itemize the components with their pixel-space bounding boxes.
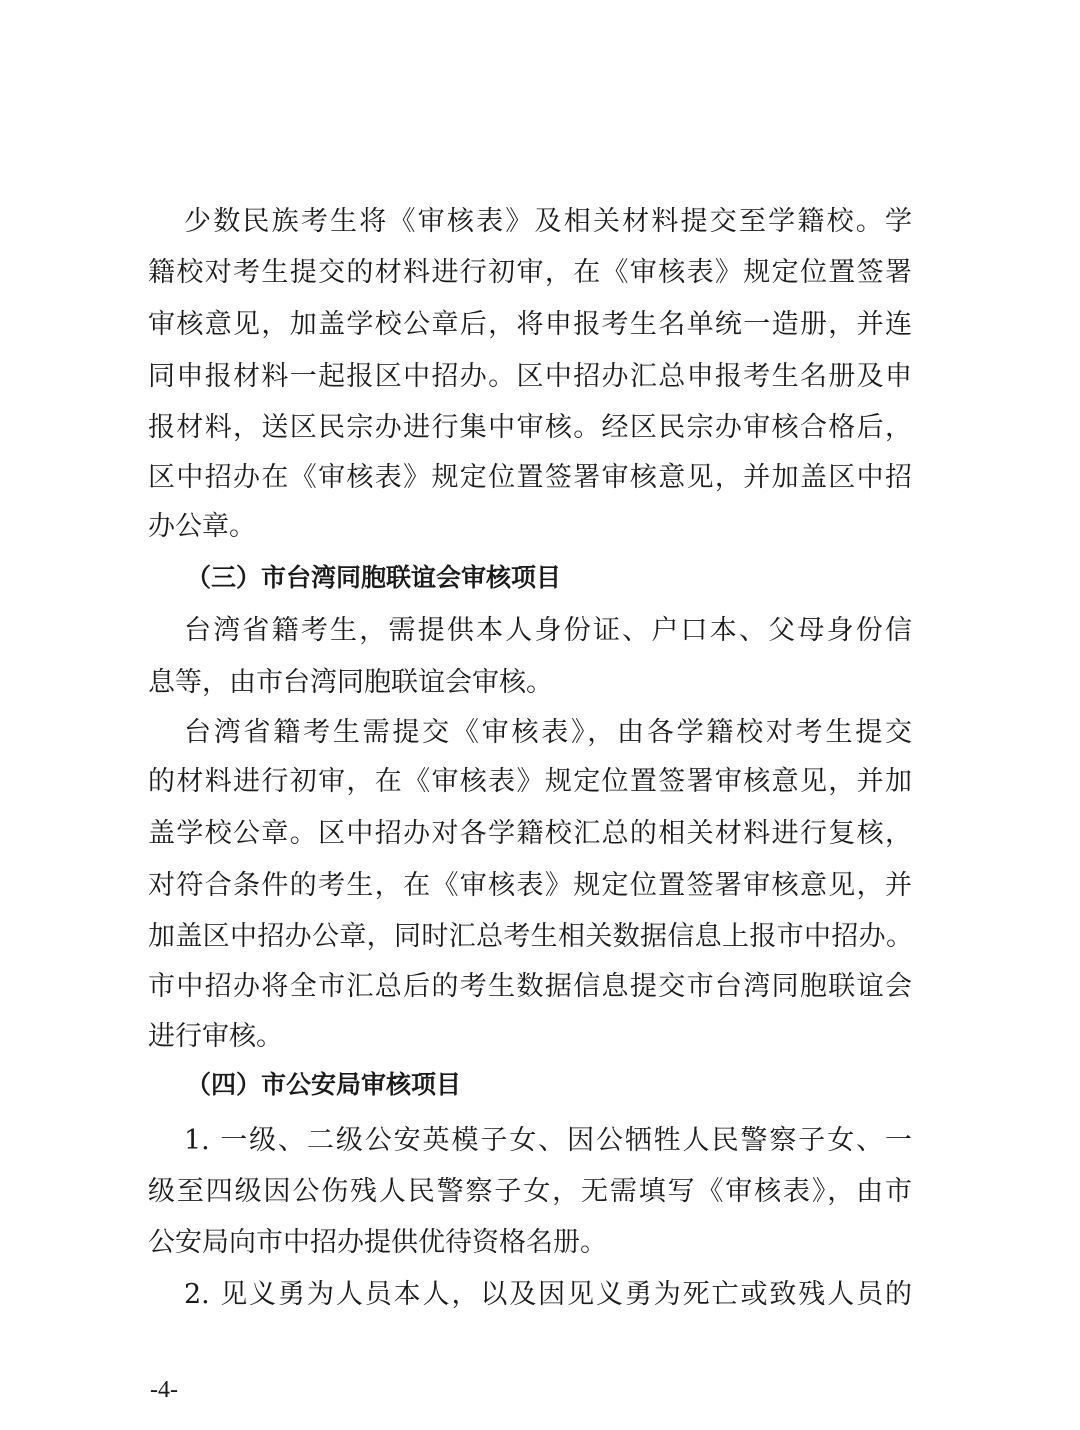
paragraph-line: 加盖区中招办公章，同时汇总考生相关数据信息上报市中招办。 bbox=[148, 921, 912, 952]
section-heading: （三）市台湾同胞联谊会审核项目 bbox=[186, 563, 562, 592]
paragraph-line: 同申报材料一起报区中招办。区中招办汇总申报考生名册及申 bbox=[148, 361, 912, 392]
paragraph-line: 审核意见，加盖学校公章后，将申报考生名单统一造册，并连 bbox=[148, 309, 912, 340]
paragraph-line: 对符合条件的考生，在《审核表》规定位置签署审核意见，并 bbox=[148, 870, 912, 901]
paragraph-line: 市中招办将全市汇总后的考生数据信息提交市台湾同胞联谊会 bbox=[148, 971, 912, 1002]
paragraph-line: 2. 见义勇为人员本人，以及因见义勇为死亡或致残人员的 bbox=[184, 1279, 912, 1310]
paragraph-line: 息等，由市台湾同胞联谊会审核。 bbox=[148, 667, 553, 698]
paragraph-line: 公安局向市中招办提供优待资格名册。 bbox=[148, 1227, 607, 1258]
paragraph-line: 籍校对考生提交的材料进行初审，在《审核表》规定位置签署 bbox=[148, 257, 912, 288]
paragraph-line: 台湾省籍考生，需提供本人身份证、户口本、父母身份信 bbox=[184, 615, 912, 646]
paragraph-line: 1. 一级、二级公安英模子女、因公牺牲人民警察子女、一 bbox=[184, 1125, 912, 1156]
paragraph-line: 的材料进行初审，在《审核表》规定位置签署审核意见，并加 bbox=[148, 766, 912, 797]
paragraph-line: 办公章。 bbox=[148, 511, 256, 542]
paragraph-line: 报材料，送区民宗办进行集中审核。经区民宗办审核合格后， bbox=[148, 412, 912, 443]
paragraph-line: 少数民族考生将《审核表》及相关材料提交至学籍校。学 bbox=[184, 206, 912, 237]
paragraph-line: 台湾省籍考生需提交《审核表》，由各学籍校对考生提交 bbox=[184, 717, 912, 748]
paragraph-line: 级至四级因公伤残人民警察子女，无需填写《审核表》，由市 bbox=[148, 1176, 912, 1207]
paragraph-line: 进行审核。 bbox=[148, 1021, 283, 1052]
page-number: -4- bbox=[150, 1377, 178, 1403]
paragraph-line: 盖学校公章。区中招办对各学籍校汇总的相关材料进行复核， bbox=[148, 818, 912, 849]
section-heading: （四）市公安局审核项目 bbox=[186, 1070, 462, 1099]
paragraph-line: 区中招办在《审核表》规定位置签署审核意见，并加盖区中招 bbox=[148, 462, 912, 493]
